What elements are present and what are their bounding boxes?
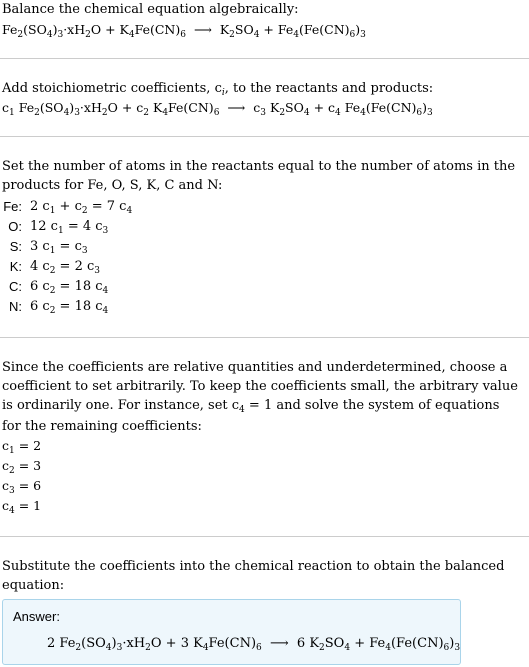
- coef-text-start: Add stoichiometric coefficients, c: [2, 81, 222, 96]
- intro-text: [2, 0, 521, 19]
- atoms-text: [2, 157, 521, 195]
- solution-c2: $c_2 = 3$: [2, 458, 42, 476]
- divider-2: [0, 136, 529, 137]
- coefficients-text: [2, 79, 521, 100]
- coef-text-end: , to the reactants and products:: [224, 81, 434, 96]
- solve-text: Since the coefficients are relative quantities and underdetermined, choose a coefficient to set arbitrarily. To keep the coefficients small, the arbitrary value is ordinarily one. For instance, set $c_4 = 1$ and solve the system of equations for the remaining coefficients:: [2, 360, 518, 434]
- element-label: N:: [9, 299, 22, 314]
- divider-4: [0, 536, 529, 537]
- atom-equation: 3 $c_1 = c_3$: [30, 239, 88, 256]
- atom-equation: 4 $c_2 = 2$ $c_3$: [30, 259, 100, 276]
- atom-equation: 6 $c_2 = 18$ $c_4$: [30, 279, 109, 296]
- solution-c1: $c_1 = 2$: [2, 438, 42, 456]
- substitute-sentence: Substitute the coefficients into the chemical reaction to obtain the balanced equation:: [2, 559, 505, 593]
- atoms-sentence: Set the number of atoms in the reactants equal to the number of atoms in the products for Fe, O, S, K, C and N:: [2, 159, 516, 193]
- answer-box: [2, 599, 461, 665]
- divider-1: [0, 58, 529, 59]
- element-label: S:: [9, 239, 22, 254]
- element-label: O:: [8, 219, 22, 234]
- coef-text-sub: i: [221, 88, 225, 98]
- atom-equation: 6 $c_2 = 18$ $c_4$: [30, 299, 109, 316]
- atom-equation: 12 $c_1 = 4$ $c_3$: [30, 219, 109, 236]
- solution-c3: $c_3 = 6$: [2, 478, 42, 496]
- element-label: K:: [9, 259, 22, 274]
- intro-sentence: Balance the chemical equation algebraically:: [2, 2, 299, 17]
- atom-equation: 2 $c_1 + c_2 = 7$ $c_4$: [30, 199, 133, 216]
- unbalanced-equation: $Fe_2(SO_4)_3\cdot xH_2O + K_4Fe(CN)_6$ ⟶ $K_2SO_4 + Fe_4(Fe(CN)_6)_3$: [2, 22, 366, 40]
- divider-3: [0, 337, 529, 338]
- coefficient-equation: $c_1$ $Fe_2(SO_4)_3\cdot xH_2O + c_2$ $K_4Fe(CN)_6$ ⟶ $c_3$ $K_2SO_4 + c_4$ $Fe_4(Fe(CN)_6)_3$: [2, 100, 433, 118]
- solution-c4: $c_4 = 1$: [2, 498, 42, 516]
- element-label: Fe:: [3, 199, 22, 214]
- answer-label: Answer:: [13, 609, 60, 624]
- element-label: C:: [9, 279, 22, 294]
- substitute-text: [2, 557, 521, 595]
- balanced-equation: 2 $Fe_2(SO_4)_3\cdot xH_2O + 3$ $K_4Fe(CN)_6$ ⟶ 6 $K_2SO_4 + Fe_4(Fe(CN)_6)_3$: [47, 636, 461, 653]
